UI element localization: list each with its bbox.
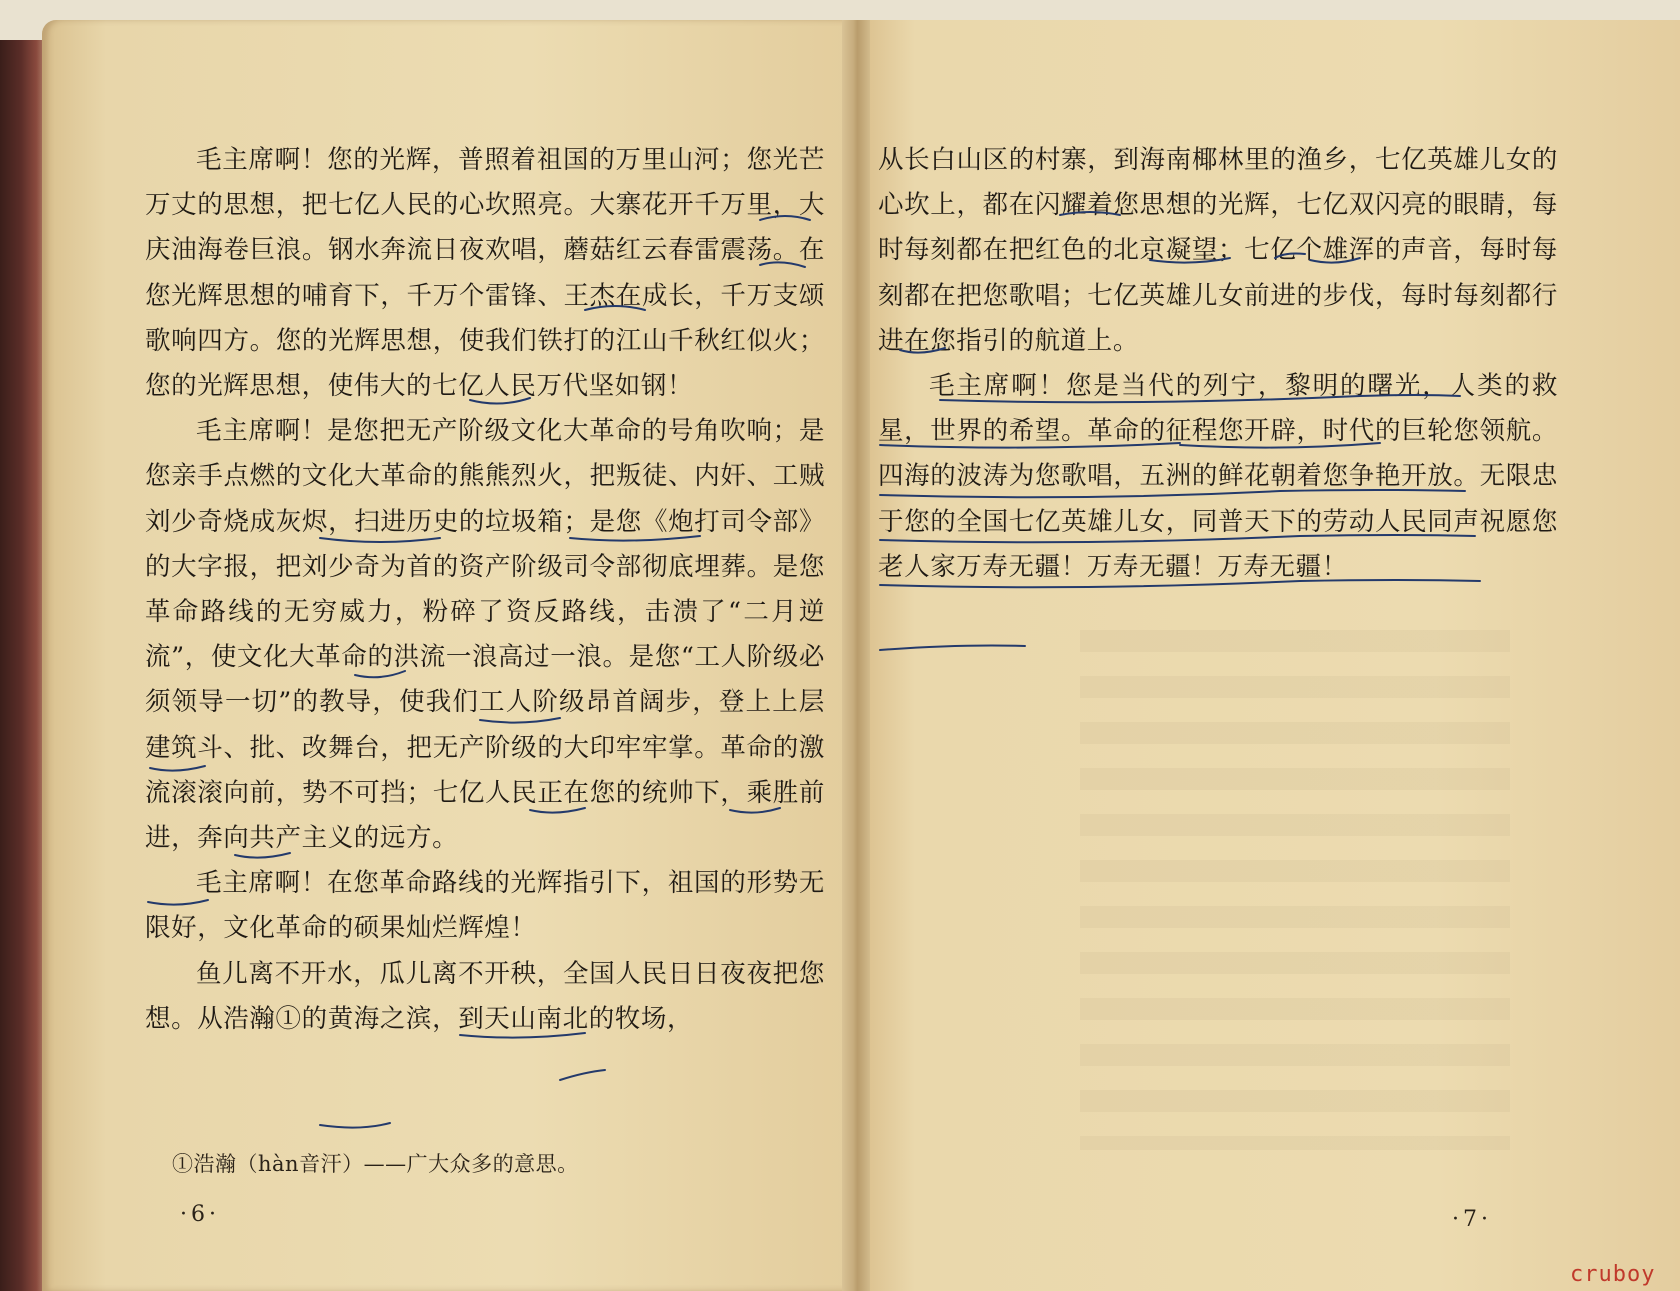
right-page-text (878, 138, 1558, 590)
page-number-left: ·6· (180, 1202, 220, 1227)
paragraph: 毛主席啊！在您革命路线的光辉指引下，祖国的形势无限好，文化革命的硕果灿烂辉煌！ (145, 868, 825, 944)
paragraph-continued: 从长白山区的村寨，到海南椰林里的渔乡，七亿英雄儿女的心坎上，都在闪耀着您思想的光辉，七亿双闪亮的眼睛，每时每刻都在把红色的北京凝望；七亿个雄浑的声音，每时每刻都在把您歌唱；七亿英雄儿女前进的步伐，每时每刻都行进在您指引的航道上。 (878, 145, 1558, 356)
bleed-through-text (1080, 630, 1510, 1150)
book-spine (842, 20, 870, 1291)
watermark: cruboy (1570, 1262, 1656, 1287)
paragraph: 毛主席啊！是您把无产阶级文化大革命的号角吹响；是您亲手点燃的文化大革命的熊熊烈火，把叛徒、内奸、工贼刘少奇烧成灰烬，扫进历史的垃圾箱；是您《炮打司令部》的大字报，把刘少奇为首的资产阶级司令部彻底埋葬。是您革命路线的无穷威力，粉碎了资反路线，击溃了“二月逆流”，使文化大革命的洪流一浪高过一浪。是您“工人阶级必须领导一切”的教导，使我们工人阶级昂首阔步，登上上层建筑斗、批、改舞台，把无产阶级的大印牢牢掌。革命的激流滚滚向前，势不可挡；七亿人民正在您的统帅下，乘胜前进，奔向共产主义的远方。 (145, 416, 825, 854)
paragraph: 毛主席啊！您是当代的列宁，黎明的曙光，人类的救星，世界的希望。革命的征程您开辟，时代的巨轮您领航。四海的波涛为您歌唱，五洲的鲜花朝着您争艳开放。无限忠于您的全国七亿英雄儿女，同普天下的劳动人民同声祝愿您老人家万寿无疆！万寿无疆！万寿无疆！ (878, 371, 1558, 582)
paragraph: 鱼儿离不开水，瓜儿离不开秧，全国人民日日夜夜把您想。从浩瀚①的黄海之滨，到天山南北的牧场， (145, 958, 825, 1034)
left-page-text (145, 138, 825, 1042)
paragraph: 毛主席啊！您的光辉，普照着祖国的万里山河；您光芒万丈的思想，把七亿人民的心坎照亮。大寨花开千万里，大庆油海卷巨浪。钢水奔流日夜欢唱，蘑菇红云春雷震荡。在您光辉思想的哺育下，千万个雷锋、王杰在成长，千万支颂歌响四方。您的光辉思想，使我们铁打的江山千秋红似火；您的光辉思想，使伟大的七亿人民万代坚如钢！ (145, 145, 825, 402)
page-number-right: ·7· (1452, 1207, 1492, 1232)
footnote: ①浩瀚（hàn音汗）——广大众多的意思。 (172, 1152, 579, 1176)
